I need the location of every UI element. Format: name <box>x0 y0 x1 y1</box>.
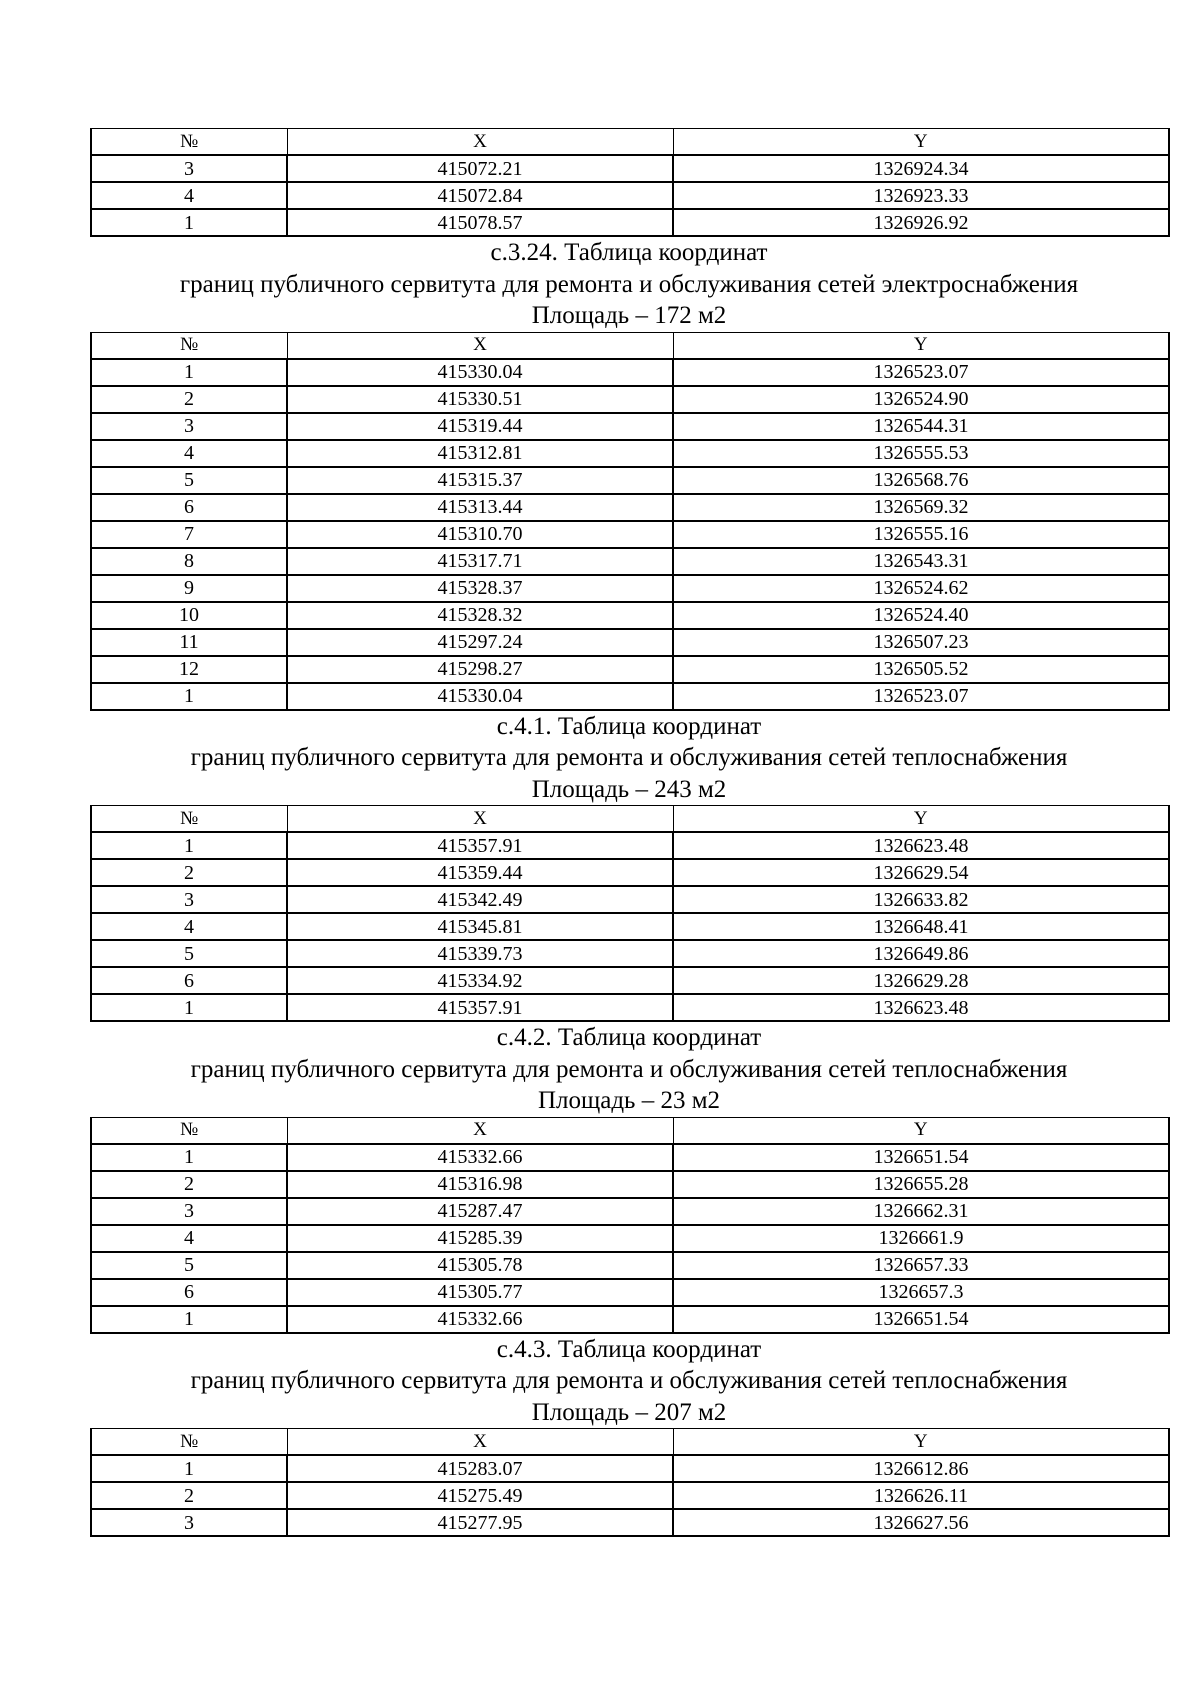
x-coordinate: 415332.66 <box>287 1144 673 1171</box>
table-row <box>91 629 1169 656</box>
x-coordinate: 415357.91 <box>287 832 673 859</box>
column-header: № <box>91 1117 287 1144</box>
table-description: границ публичного сервитута для ремонта и обслуживания сетей электроснабжения <box>179 270 1079 298</box>
y-coordinate: 1326544.31 <box>673 413 1169 440</box>
coordinates-table <box>90 805 1170 1022</box>
point-number: 1 <box>91 683 287 710</box>
column-header: X <box>287 806 673 833</box>
x-coordinate: 415277.95 <box>287 1509 673 1536</box>
y-coordinate: 1326649.86 <box>673 940 1169 967</box>
y-coordinate: 1326924.34 <box>673 155 1169 182</box>
x-coordinate: 415339.73 <box>287 940 673 967</box>
y-coordinate: 1326651.54 <box>673 1144 1169 1171</box>
table-row <box>91 832 1169 859</box>
table-row <box>91 602 1169 629</box>
point-number: 1 <box>91 994 287 1021</box>
table-caption: с.3.24. Таблица координат <box>490 239 768 266</box>
y-coordinate: 1326626.11 <box>673 1482 1169 1509</box>
y-coordinate: 1326555.16 <box>673 521 1169 548</box>
point-number: 8 <box>91 548 287 575</box>
table-row <box>91 1171 1169 1198</box>
point-number: 1 <box>91 359 287 386</box>
x-coordinate: 415315.37 <box>287 467 673 494</box>
point-number: 3 <box>91 886 287 913</box>
point-number: 2 <box>91 386 287 413</box>
x-coordinate: 415275.49 <box>287 1482 673 1509</box>
point-number: 5 <box>91 467 287 494</box>
point-number: 12 <box>91 656 287 683</box>
y-coordinate: 1326524.62 <box>673 575 1169 602</box>
x-coordinate: 415298.27 <box>287 656 673 683</box>
point-number: 5 <box>91 940 287 967</box>
table-row <box>91 656 1169 683</box>
column-header: № <box>91 129 287 156</box>
point-number: 10 <box>91 602 287 629</box>
table-row <box>91 1482 1169 1509</box>
x-coordinate: 415359.44 <box>287 859 673 886</box>
x-coordinate: 415330.04 <box>287 359 673 386</box>
column-header: Y <box>673 1429 1169 1456</box>
point-number: 2 <box>91 1171 287 1198</box>
table-row <box>91 467 1169 494</box>
table-row <box>91 683 1169 710</box>
area-label: Площадь – 23 м2 <box>537 1087 721 1114</box>
point-number: 5 <box>91 1252 287 1279</box>
point-number: 3 <box>91 1509 287 1536</box>
point-number: 3 <box>91 155 287 182</box>
table-caption: с.4.2. Таблица координат <box>496 1024 762 1051</box>
column-header: Y <box>673 1117 1169 1144</box>
x-coordinate: 415332.66 <box>287 1306 673 1333</box>
table-row <box>91 359 1169 386</box>
x-coordinate: 415328.32 <box>287 602 673 629</box>
column-header: № <box>91 1429 287 1456</box>
table-header-row <box>91 1117 1169 1144</box>
table-description: границ публичного сервитута для ремонта и обслуживания сетей теплоснабжения <box>190 744 1068 771</box>
table-row <box>91 859 1169 886</box>
coordinates-table <box>90 1428 1170 1537</box>
point-number: 1 <box>91 1455 287 1482</box>
y-coordinate: 1326623.48 <box>673 832 1169 859</box>
table-header-row <box>91 806 1169 833</box>
table-row <box>91 1252 1169 1279</box>
table-caption: с.4.1. Таблица координат <box>496 712 762 740</box>
x-coordinate: 415312.81 <box>287 440 673 467</box>
y-coordinate: 1326523.07 <box>673 683 1169 710</box>
y-coordinate: 1326507.23 <box>673 629 1169 656</box>
point-number: 3 <box>91 413 287 440</box>
table-caption: с.4.3. Таблица координат <box>496 1335 762 1363</box>
y-coordinate: 1326655.28 <box>673 1171 1169 1198</box>
x-coordinate: 415287.47 <box>287 1198 673 1225</box>
x-coordinate: 415328.37 <box>287 575 673 602</box>
column-header: № <box>91 332 287 359</box>
y-coordinate: 1326623.48 <box>673 994 1169 1021</box>
y-coordinate: 1326661.9 <box>673 1225 1169 1252</box>
table-row <box>91 1144 1169 1171</box>
y-coordinate: 1326662.31 <box>673 1198 1169 1225</box>
y-coordinate: 1326505.52 <box>673 656 1169 683</box>
table-header-row <box>91 1429 1169 1456</box>
table-row <box>91 182 1169 209</box>
table-row <box>91 413 1169 440</box>
point-number: 9 <box>91 575 287 602</box>
table-row <box>91 1198 1169 1225</box>
x-coordinate: 415330.04 <box>287 683 673 710</box>
area-label: Площадь – 172 м2 <box>531 302 727 329</box>
x-coordinate: 415319.44 <box>287 413 673 440</box>
x-coordinate: 415310.70 <box>287 521 673 548</box>
point-number: 11 <box>91 629 287 656</box>
y-coordinate: 1326651.54 <box>673 1306 1169 1333</box>
y-coordinate: 1326568.76 <box>673 467 1169 494</box>
table-row <box>91 913 1169 940</box>
point-number: 1 <box>91 1306 287 1333</box>
y-coordinate: 1326629.54 <box>673 859 1169 886</box>
y-coordinate: 1326657.3 <box>673 1279 1169 1306</box>
point-number: 7 <box>91 521 287 548</box>
table-header-row <box>91 129 1169 156</box>
x-coordinate: 415285.39 <box>287 1225 673 1252</box>
column-header: Y <box>673 129 1169 156</box>
y-coordinate: 1326543.31 <box>673 548 1169 575</box>
y-coordinate: 1326926.92 <box>673 209 1169 236</box>
x-coordinate: 415305.77 <box>287 1279 673 1306</box>
y-coordinate: 1326648.41 <box>673 913 1169 940</box>
table-row <box>91 994 1169 1021</box>
table-row <box>91 209 1169 236</box>
y-coordinate: 1326569.32 <box>673 494 1169 521</box>
table-row <box>91 1279 1169 1306</box>
y-coordinate: 1326657.33 <box>673 1252 1169 1279</box>
y-coordinate: 1326524.90 <box>673 386 1169 413</box>
x-coordinate: 415283.07 <box>287 1455 673 1482</box>
x-coordinate: 415317.71 <box>287 548 673 575</box>
point-number: 4 <box>91 440 287 467</box>
table-row <box>91 440 1169 467</box>
column-header: X <box>287 1429 673 1456</box>
x-coordinate: 415305.78 <box>287 1252 673 1279</box>
table-row <box>91 548 1169 575</box>
y-coordinate: 1326612.86 <box>673 1455 1169 1482</box>
y-coordinate: 1326627.56 <box>673 1509 1169 1536</box>
column-header: Y <box>673 806 1169 833</box>
x-coordinate: 415078.57 <box>287 209 673 236</box>
x-coordinate: 415357.91 <box>287 994 673 1021</box>
coordinates-table <box>90 1117 1170 1334</box>
table-description: границ публичного сервитута для ремонта и обслуживания сетей теплоснабжения <box>190 1367 1068 1394</box>
continued-coordinates-table <box>90 128 1170 237</box>
table-row <box>91 155 1169 182</box>
point-number: 6 <box>91 494 287 521</box>
point-number: 3 <box>91 1198 287 1225</box>
column-header: X <box>287 129 673 156</box>
y-coordinate: 1326633.82 <box>673 886 1169 913</box>
table-header-row <box>91 332 1169 359</box>
table-row <box>91 1306 1169 1333</box>
table-row <box>91 967 1169 994</box>
point-number: 2 <box>91 859 287 886</box>
y-coordinate: 1326555.53 <box>673 440 1169 467</box>
point-number: 4 <box>91 1225 287 1252</box>
table-row <box>91 886 1169 913</box>
x-coordinate: 415072.84 <box>287 182 673 209</box>
column-header: Y <box>673 332 1169 359</box>
point-number: 4 <box>91 182 287 209</box>
y-coordinate: 1326523.07 <box>673 359 1169 386</box>
point-number: 1 <box>91 209 287 236</box>
point-number: 1 <box>91 1144 287 1171</box>
point-number: 6 <box>91 967 287 994</box>
area-label: Площадь – 207 м2 <box>531 1398 727 1426</box>
table-row <box>91 1455 1169 1482</box>
coordinates-table <box>90 332 1170 711</box>
y-coordinate: 1326923.33 <box>673 182 1169 209</box>
x-coordinate: 415330.51 <box>287 386 673 413</box>
x-coordinate: 415313.44 <box>287 494 673 521</box>
x-coordinate: 415342.49 <box>287 886 673 913</box>
y-coordinate: 1326629.28 <box>673 967 1169 994</box>
point-number: 4 <box>91 913 287 940</box>
point-number: 6 <box>91 1279 287 1306</box>
table-row <box>91 386 1169 413</box>
x-coordinate: 415334.92 <box>287 967 673 994</box>
column-header: № <box>91 806 287 833</box>
y-coordinate: 1326524.40 <box>673 602 1169 629</box>
table-row <box>91 521 1169 548</box>
column-header: X <box>287 1117 673 1144</box>
table-row <box>91 575 1169 602</box>
table-row <box>91 1225 1169 1252</box>
x-coordinate: 415072.21 <box>287 155 673 182</box>
x-coordinate: 415316.98 <box>287 1171 673 1198</box>
document-page <box>90 128 1168 1537</box>
table-row <box>91 940 1169 967</box>
table-row <box>91 494 1169 521</box>
table-description: границ публичного сервитута для ремонта и обслуживания сетей теплоснабжения <box>190 1055 1068 1083</box>
column-header: X <box>287 332 673 359</box>
x-coordinate: 415345.81 <box>287 913 673 940</box>
x-coordinate: 415297.24 <box>287 629 673 656</box>
point-number: 2 <box>91 1482 287 1509</box>
area-label: Площадь – 243 м2 <box>531 775 727 803</box>
point-number: 1 <box>91 832 287 859</box>
table-row <box>91 1509 1169 1536</box>
